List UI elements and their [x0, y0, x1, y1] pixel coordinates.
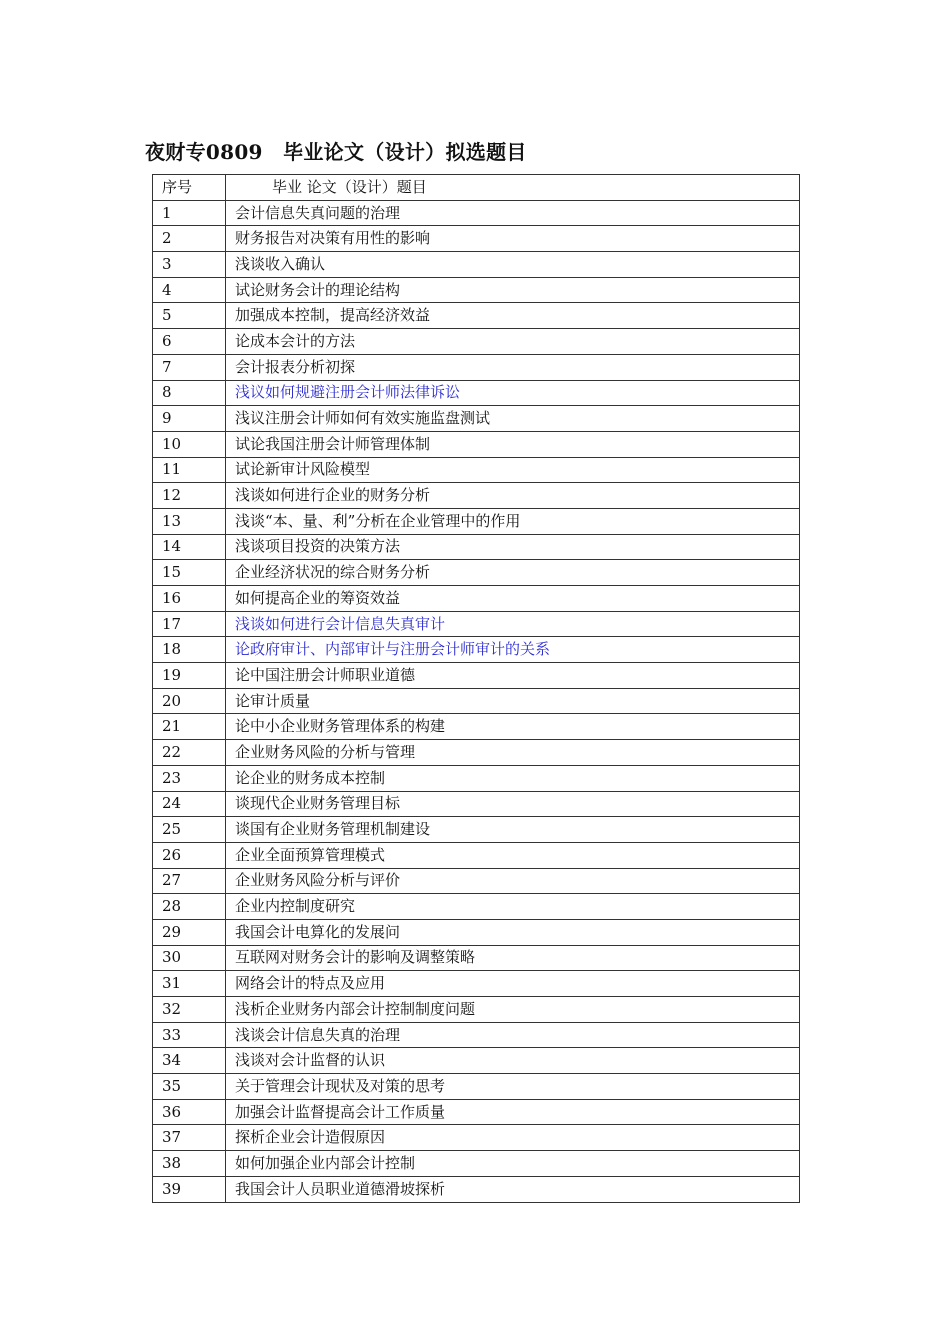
row-number-cell: 16 [153, 586, 226, 612]
row-number-cell: 29 [153, 919, 226, 945]
table-row [153, 329, 800, 355]
row-number-cell: 4 [153, 277, 226, 303]
row-title-cell: 论中小企业财务管理体系的构建 [226, 714, 800, 740]
topic-table [152, 174, 800, 1203]
row-title-cell: 论审计质量 [226, 688, 800, 714]
table-row [153, 740, 800, 766]
row-number-cell: 13 [153, 508, 226, 534]
table-row [153, 894, 800, 920]
row-title-cell: 我国会计人员职业道德滑坡探析 [226, 1176, 800, 1202]
row-title-cell: 论企业的财务成本控制 [226, 765, 800, 791]
row-title-cell: 关于管理会计现状及对策的思考 [226, 1074, 800, 1100]
table-row [153, 997, 800, 1023]
table-row [153, 354, 800, 380]
row-number-cell: 12 [153, 483, 226, 509]
table-row [153, 1022, 800, 1048]
page-title: 夜财专0809 毕业论文（设计）拟选题目 [145, 140, 527, 164]
row-title-cell: 浅析企业财务内部会计控制制度问题 [226, 997, 800, 1023]
row-number-cell: 38 [153, 1151, 226, 1177]
table-row [153, 586, 800, 612]
row-number-cell: 15 [153, 560, 226, 586]
row-number-cell: 1 [153, 200, 226, 226]
row-number-cell: 36 [153, 1099, 226, 1125]
row-number-cell: 21 [153, 714, 226, 740]
row-title-cell: 我国会计电算化的发展问 [226, 919, 800, 945]
row-number-cell: 34 [153, 1048, 226, 1074]
row-title-cell: 互联网对财务会计的影响及调整策略 [226, 945, 800, 971]
row-number-cell: 3 [153, 252, 226, 278]
row-title-cell: 浅谈收入确认 [226, 252, 800, 278]
row-title-cell: 企业财务风险的分析与管理 [226, 740, 800, 766]
row-title-cell: 浅谈“本、量、利”分析在企业管理中的作用 [226, 508, 800, 534]
row-number-cell: 39 [153, 1176, 226, 1202]
row-title-cell: 试论我国注册会计师管理体制 [226, 431, 800, 457]
row-title-cell: 浅谈如何进行企业的财务分析 [226, 483, 800, 509]
row-title-cell: 试论新审计风险模型 [226, 457, 800, 483]
row-number-cell: 30 [153, 945, 226, 971]
table-row [153, 508, 800, 534]
table-row [153, 842, 800, 868]
row-title-cell: 会计报表分析初探 [226, 354, 800, 380]
row-number-cell: 27 [153, 868, 226, 894]
row-title-cell: 浅议注册会计师如何有效实施监盘测试 [226, 406, 800, 432]
row-number-cell: 11 [153, 457, 226, 483]
row-title-cell: 企业经济状况的综合财务分析 [226, 560, 800, 586]
table-row [153, 200, 800, 226]
table-row [153, 688, 800, 714]
row-number-cell: 28 [153, 894, 226, 920]
table-row [153, 765, 800, 791]
row-title-cell: 论政府审计、内部审计与注册会计师审计的关系 [226, 637, 800, 663]
table-row [153, 252, 800, 278]
table-row [153, 303, 800, 329]
table-row [153, 791, 800, 817]
table-row [153, 945, 800, 971]
row-number-cell: 19 [153, 663, 226, 689]
row-number-cell: 22 [153, 740, 226, 766]
row-number-cell: 37 [153, 1125, 226, 1151]
table-row [153, 663, 800, 689]
row-number-cell: 2 [153, 226, 226, 252]
row-title-cell: 试论财务会计的理论结构 [226, 277, 800, 303]
row-title-cell: 财务报告对决策有用性的影响 [226, 226, 800, 252]
row-title-cell: 论中国注册会计师职业道德 [226, 663, 800, 689]
table-row [153, 431, 800, 457]
row-title-cell: 加强会计监督提高会计工作质量 [226, 1099, 800, 1125]
header-title-cell: 毕业 论文（设计）题目 [226, 175, 800, 201]
row-title-cell: 浅谈项目投资的决策方法 [226, 534, 800, 560]
row-title-cell: 浅谈会计信息失真的治理 [226, 1022, 800, 1048]
table-row [153, 1151, 800, 1177]
row-number-cell: 6 [153, 329, 226, 355]
row-number-cell: 32 [153, 997, 226, 1023]
table-row [153, 611, 800, 637]
row-title-cell: 如何加强企业内部会计控制 [226, 1151, 800, 1177]
row-title-cell: 论成本会计的方法 [226, 329, 800, 355]
row-number-cell: 24 [153, 791, 226, 817]
row-number-cell: 20 [153, 688, 226, 714]
table-row [153, 919, 800, 945]
row-number-cell: 26 [153, 842, 226, 868]
table-row [153, 1125, 800, 1151]
row-number-cell: 35 [153, 1074, 226, 1100]
table-header-row [153, 175, 800, 201]
row-title-cell: 会计信息失真问题的治理 [226, 200, 800, 226]
table-row [153, 534, 800, 560]
row-number-cell: 14 [153, 534, 226, 560]
table-row [153, 380, 800, 406]
table-row [153, 277, 800, 303]
row-title-cell: 企业财务风险分析与评价 [226, 868, 800, 894]
row-title-cell: 谈国有企业财务管理机制建设 [226, 817, 800, 843]
row-title-cell: 浅议如何规避注册会计师法律诉讼 [226, 380, 800, 406]
row-number-cell: 18 [153, 637, 226, 663]
row-number-cell: 10 [153, 431, 226, 457]
row-number-cell: 23 [153, 765, 226, 791]
row-number-cell: 9 [153, 406, 226, 432]
table-row [153, 406, 800, 432]
table-row [153, 868, 800, 894]
row-title-cell: 探析企业会计造假原因 [226, 1125, 800, 1151]
row-title-cell: 企业全面预算管理模式 [226, 842, 800, 868]
row-title-cell: 浅谈对会计监督的认识 [226, 1048, 800, 1074]
row-number-cell: 25 [153, 817, 226, 843]
row-title-cell: 浅谈如何进行会计信息失真审计 [226, 611, 800, 637]
row-title-cell: 企业内控制度研究 [226, 894, 800, 920]
table-row [153, 457, 800, 483]
table-row [153, 817, 800, 843]
row-number-cell: 33 [153, 1022, 226, 1048]
table-row [153, 971, 800, 997]
row-title-cell: 谈现代企业财务管理目标 [226, 791, 800, 817]
table-row [153, 483, 800, 509]
row-number-cell: 31 [153, 971, 226, 997]
table-row [153, 560, 800, 586]
row-number-cell: 8 [153, 380, 226, 406]
row-title-cell: 如何提高企业的筹资效益 [226, 586, 800, 612]
header-number-cell: 序号 [153, 175, 226, 201]
table-row [153, 1176, 800, 1202]
table-row [153, 1074, 800, 1100]
row-number-cell: 7 [153, 354, 226, 380]
table-row [153, 1048, 800, 1074]
row-number-cell: 17 [153, 611, 226, 637]
topic-table-body [153, 175, 800, 1203]
table-row [153, 714, 800, 740]
row-title-cell: 加强成本控制，提高经济效益 [226, 303, 800, 329]
row-title-cell: 网络会计的特点及应用 [226, 971, 800, 997]
row-number-cell: 5 [153, 303, 226, 329]
table-row [153, 1099, 800, 1125]
table-row [153, 226, 800, 252]
table-row [153, 637, 800, 663]
